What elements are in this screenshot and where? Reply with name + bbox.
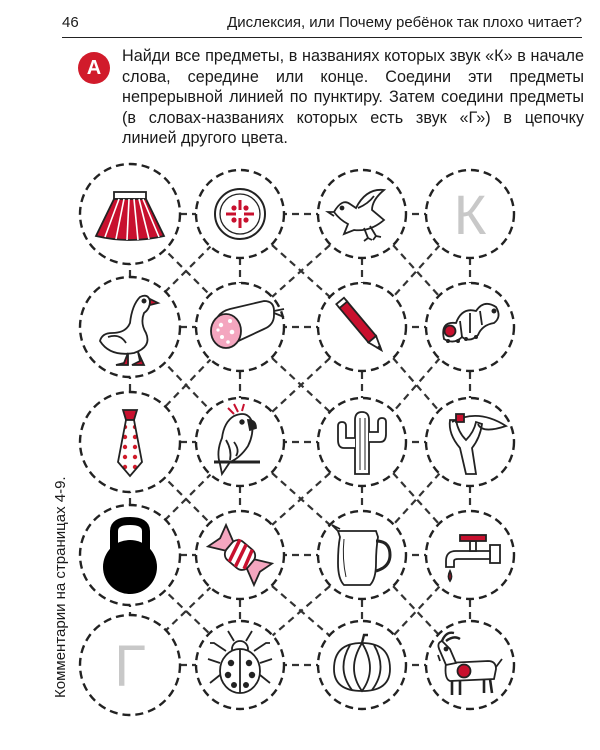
cell-circle[interactable] <box>196 170 284 258</box>
letter-k: К <box>453 183 487 246</box>
dashed-lattice[interactable] <box>130 214 470 665</box>
task-badge: А <box>78 52 110 84</box>
side-note: Комментарии на страницах 4-9. <box>52 476 69 698</box>
running-title: Дислексия, или Почему ребёнок так плохо читает? <box>227 14 582 31</box>
letter-g: Г <box>114 634 146 699</box>
task-instructions: Найди все предметы, в названиях которых звук «К» в начале слова, середине или конце. Соедини эти предметы непрерывной линией по пунктиру. Затем соедини предметы (в словах-названиях которых есть звук «Г») в цепочку линией другого цвета. <box>122 47 584 148</box>
page-number: 46 <box>62 14 79 31</box>
